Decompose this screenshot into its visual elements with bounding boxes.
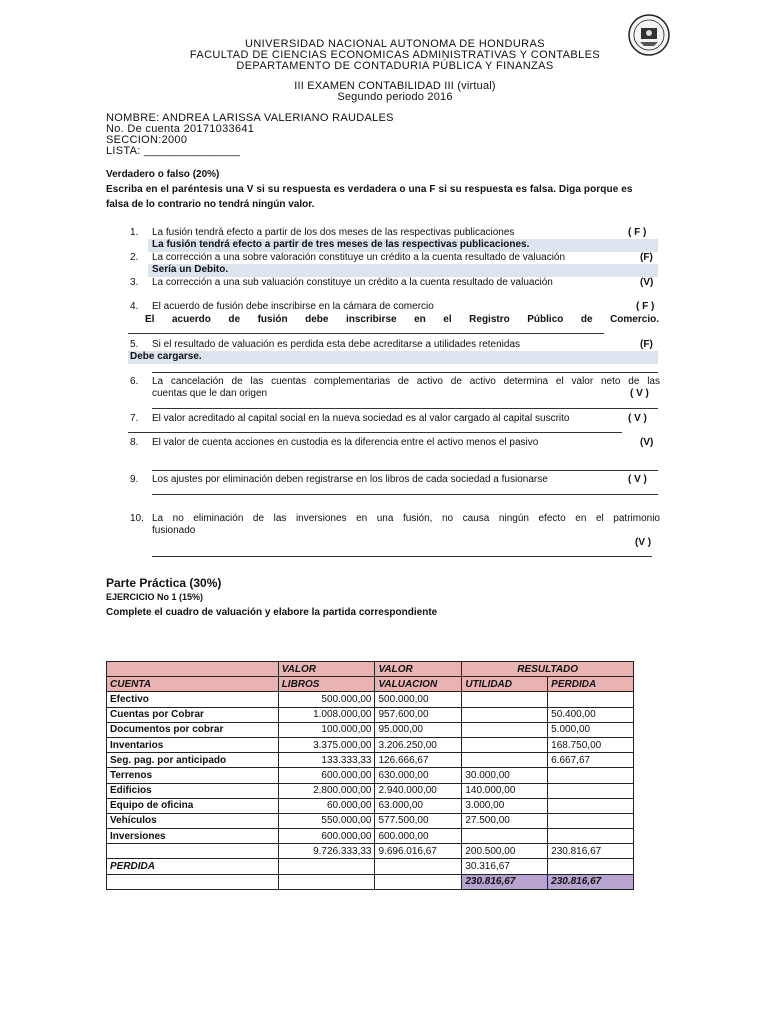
table-row [107, 813, 634, 828]
book-value-cell: 500.000,00 [278, 692, 375, 707]
item-text: Los ajustes por eliminación deben registrarse en los libros de cada sociedad a fusionarse [152, 474, 548, 485]
item-text-continued: fusionado [152, 525, 196, 536]
item-answer: (F) [640, 252, 653, 263]
loss-value: 30.316,67 [462, 859, 548, 874]
item-answer: ( V ) [628, 474, 647, 485]
final-row [107, 874, 634, 889]
header-cell: CUENTA [107, 677, 279, 692]
student-account: No. De cuenta 20171033641 [106, 123, 255, 135]
department-name: DEPARTAMENTO DE CONTADURIA PÚBLICA Y FINANZAS [236, 60, 554, 72]
header-cell: PERDIDA [548, 677, 634, 692]
header-cell: VALOR [278, 662, 375, 677]
profit-cell [462, 722, 548, 737]
item-text: El valor acreditado al capital social en la nueva sociedad es al valor cargado al capital suscrito [152, 413, 570, 424]
account-cell: Cuentas por Cobrar [107, 707, 279, 722]
account-cell: Edificios [107, 783, 279, 798]
valuation-table [106, 661, 634, 890]
book-value-cell: 100.000,00 [278, 722, 375, 737]
profit-cell [462, 692, 548, 707]
item-answer: ( F ) [636, 301, 655, 312]
total-loss: 230.816,67 [548, 844, 634, 859]
book-value-cell: 60.000,00 [278, 798, 375, 813]
item-answer: (V) [640, 437, 654, 448]
profit-cell: 140.000,00 [462, 783, 548, 798]
student-name: NOMBRE: ANDREA LARISSA VALERIANO RAUDALES [106, 112, 394, 124]
account-cell: Documentos por cobrar [107, 722, 279, 737]
valuation-cell: 95.000,00 [375, 722, 462, 737]
profit-cell: 3.000,00 [462, 798, 548, 813]
item-correction: La fusión tendrá efecto a partir de tres meses de las respectivas publicaciones. [152, 239, 530, 250]
item-correction: Debe cargarse. [130, 351, 202, 362]
valuation-cell: 600.000,00 [375, 829, 462, 844]
loss-cell: 6.667,67 [548, 753, 634, 768]
valuation-cell: 3.206.250,00 [375, 737, 462, 752]
exercise-instruction: Complete el cuadro de valuación y elabore la partida correspondiente [106, 607, 438, 618]
final-loss-total: 230.816,67 [548, 874, 634, 889]
empty-cell [375, 859, 462, 874]
profit-cell [462, 707, 548, 722]
loss-label: PERDIDA [107, 859, 279, 874]
table-row [107, 798, 634, 813]
empty-cell [548, 859, 634, 874]
empty-cell [278, 874, 375, 889]
profit-cell [462, 737, 548, 752]
valuation-cell: 630.000,00 [375, 768, 462, 783]
header-cell: VALUACION [375, 677, 462, 692]
account-cell: Seg. pag. por anticipado [107, 753, 279, 768]
item-answer: ( V ) [630, 388, 649, 399]
table-header-row [107, 677, 634, 692]
answer-line [152, 408, 658, 409]
account-cell: Inversiones [107, 829, 279, 844]
valuation-cell: 500.000,00 [375, 692, 462, 707]
item-text: La corrección a una sub valuación constituye un crédito a la cuenta resultado de valuación [152, 277, 553, 288]
part2-title: Parte Práctica (30%) [106, 576, 222, 590]
loss-cell [548, 813, 634, 828]
total-valuation: 9.696.016,67 [375, 844, 462, 859]
account-cell: Efectivo [107, 692, 279, 707]
part1-instruction-2: falsa de lo contrario no tendrá ningún valor. [106, 199, 315, 210]
faculty-name: FACULTAD DE CIENCIAS ECONOMICAS ADMINISTRATIVAS Y CONTABLES [189, 49, 601, 61]
exam-period: Segundo periodo 2016 [337, 91, 453, 103]
book-value-cell: 3.375.000,00 [278, 737, 375, 752]
item-number: 10. [130, 513, 144, 524]
profit-cell [462, 753, 548, 768]
loss-cell [548, 692, 634, 707]
part1-title: Verdadero o falso (20%) [106, 169, 220, 180]
profit-cell: 27.500,00 [462, 813, 548, 828]
empty-cell [107, 874, 279, 889]
header-cell: UTILIDAD [462, 677, 548, 692]
item-text: La no eliminación de las inversiones en una fusión, no causa ningún efecto en el patrimonio [152, 513, 660, 524]
empty-cell [278, 859, 375, 874]
item-correction: El acuerdo de fusión debe inscribirse en el Registro Público de Comercio. [145, 314, 659, 325]
item-number: 1. [130, 227, 139, 238]
item-text: La fusión tendrá efecto a partir de los dos meses de las respectivas publicaciones [152, 227, 515, 238]
account-cell: Equipo de oficina [107, 798, 279, 813]
book-value-cell: 600.000,00 [278, 829, 375, 844]
answer-line [152, 556, 652, 557]
item-text-continued: cuentas que le dan origen [152, 388, 268, 399]
profit-cell: 30.000,00 [462, 768, 548, 783]
totals-label-cell [107, 844, 279, 859]
table-row [107, 768, 634, 783]
header-cell [107, 662, 279, 677]
item-correction: Sería un Debito. [152, 264, 229, 275]
profit-cell [462, 829, 548, 844]
table-row [107, 707, 634, 722]
item-answer: (F) [640, 339, 653, 350]
book-value-cell: 133.333,33 [278, 753, 375, 768]
account-cell: Terrenos [107, 768, 279, 783]
item-number: 7. [130, 413, 139, 424]
header-cell: LIBROS [278, 677, 375, 692]
item-text: El valor de cuenta acciones en custodia es la diferencia entre el activo menos el pasivo [152, 437, 539, 448]
valuation-cell: 577.500,00 [375, 813, 462, 828]
book-value-cell: 550.000,00 [278, 813, 375, 828]
answer-line [152, 470, 658, 471]
valuation-cell: 126.666,67 [375, 753, 462, 768]
table-row [107, 722, 634, 737]
student-list: LISTA: _______________ [106, 145, 241, 157]
loss-cell [548, 768, 634, 783]
loss-cell: 168.750,00 [548, 737, 634, 752]
item-number: 3. [130, 277, 139, 288]
final-profit-total: 230.816,67 [462, 874, 548, 889]
item-answer: ( F ) [628, 227, 647, 238]
table-row [107, 692, 634, 707]
loss-cell [548, 829, 634, 844]
loss-cell [548, 783, 634, 798]
table-row [107, 829, 634, 844]
item-text: La cancelación de las cuentas complementarias de activo de activo determina el valor neto de las [152, 376, 660, 387]
table-row [107, 753, 634, 768]
total-book-value: 9.726.333,33 [278, 844, 375, 859]
student-section: SECCION:2000 [106, 134, 188, 146]
answer-line [128, 333, 604, 334]
answer-line [128, 432, 622, 433]
account-cell: Inventarios [107, 737, 279, 752]
loss-cell [548, 798, 634, 813]
item-text: La corrección a una sobre valoración constituye un crédito a la cuenta resultado de valuación [152, 252, 566, 263]
totals-row [107, 844, 634, 859]
exercise-title: EJERCICIO No 1 (15%) [106, 592, 204, 602]
book-value-cell: 600.000,00 [278, 768, 375, 783]
item-text: El acuerdo de fusión debe inscribirse en la cámara de comercio [152, 301, 434, 312]
item-answer: ( V ) [628, 413, 647, 424]
empty-cell [375, 874, 462, 889]
book-value-cell: 1.008.000,00 [278, 707, 375, 722]
table-row [107, 737, 634, 752]
item-number: 4. [130, 301, 139, 312]
book-value-cell: 2.800.000,00 [278, 783, 375, 798]
exam-title: III EXAMEN CONTABILIDAD III (virtual) [294, 80, 496, 92]
item-number: 6. [130, 376, 139, 387]
loss-cell: 50.400,00 [548, 707, 634, 722]
item-number: 2. [130, 252, 139, 263]
header-cell: VALOR [375, 662, 462, 677]
item-text: Si el resultado de valuación es perdida esta debe acreditarse a utilidades retenidas [152, 339, 521, 350]
answer-line [152, 372, 658, 373]
correction-highlight [128, 351, 658, 364]
item-answer: (V) [640, 277, 654, 288]
item-answer: (V ) [635, 537, 652, 548]
total-profit: 200.500,00 [462, 844, 548, 859]
table-header-row [107, 662, 634, 677]
item-number: 8. [130, 437, 139, 448]
valuation-cell: 2.940.000,00 [375, 783, 462, 798]
part1-instruction-1: Escriba en el paréntesis una V si su respuesta es verdadera o una F si su respuesta es falsa. Diga porque es [106, 184, 633, 195]
valuation-cell: 957.600,00 [375, 707, 462, 722]
item-number: 5. [130, 339, 139, 350]
header-cell: RESULTADO [462, 662, 634, 677]
answer-line [152, 494, 658, 495]
loss-cell: 5.000,00 [548, 722, 634, 737]
table-row [107, 783, 634, 798]
valuation-cell: 63.000,00 [375, 798, 462, 813]
account-cell: Vehículos [107, 813, 279, 828]
item-number: 9. [130, 474, 139, 485]
university-name: UNIVERSIDAD NACIONAL AUTONOMA DE HONDURAS [244, 38, 545, 50]
loss-row [107, 859, 634, 874]
